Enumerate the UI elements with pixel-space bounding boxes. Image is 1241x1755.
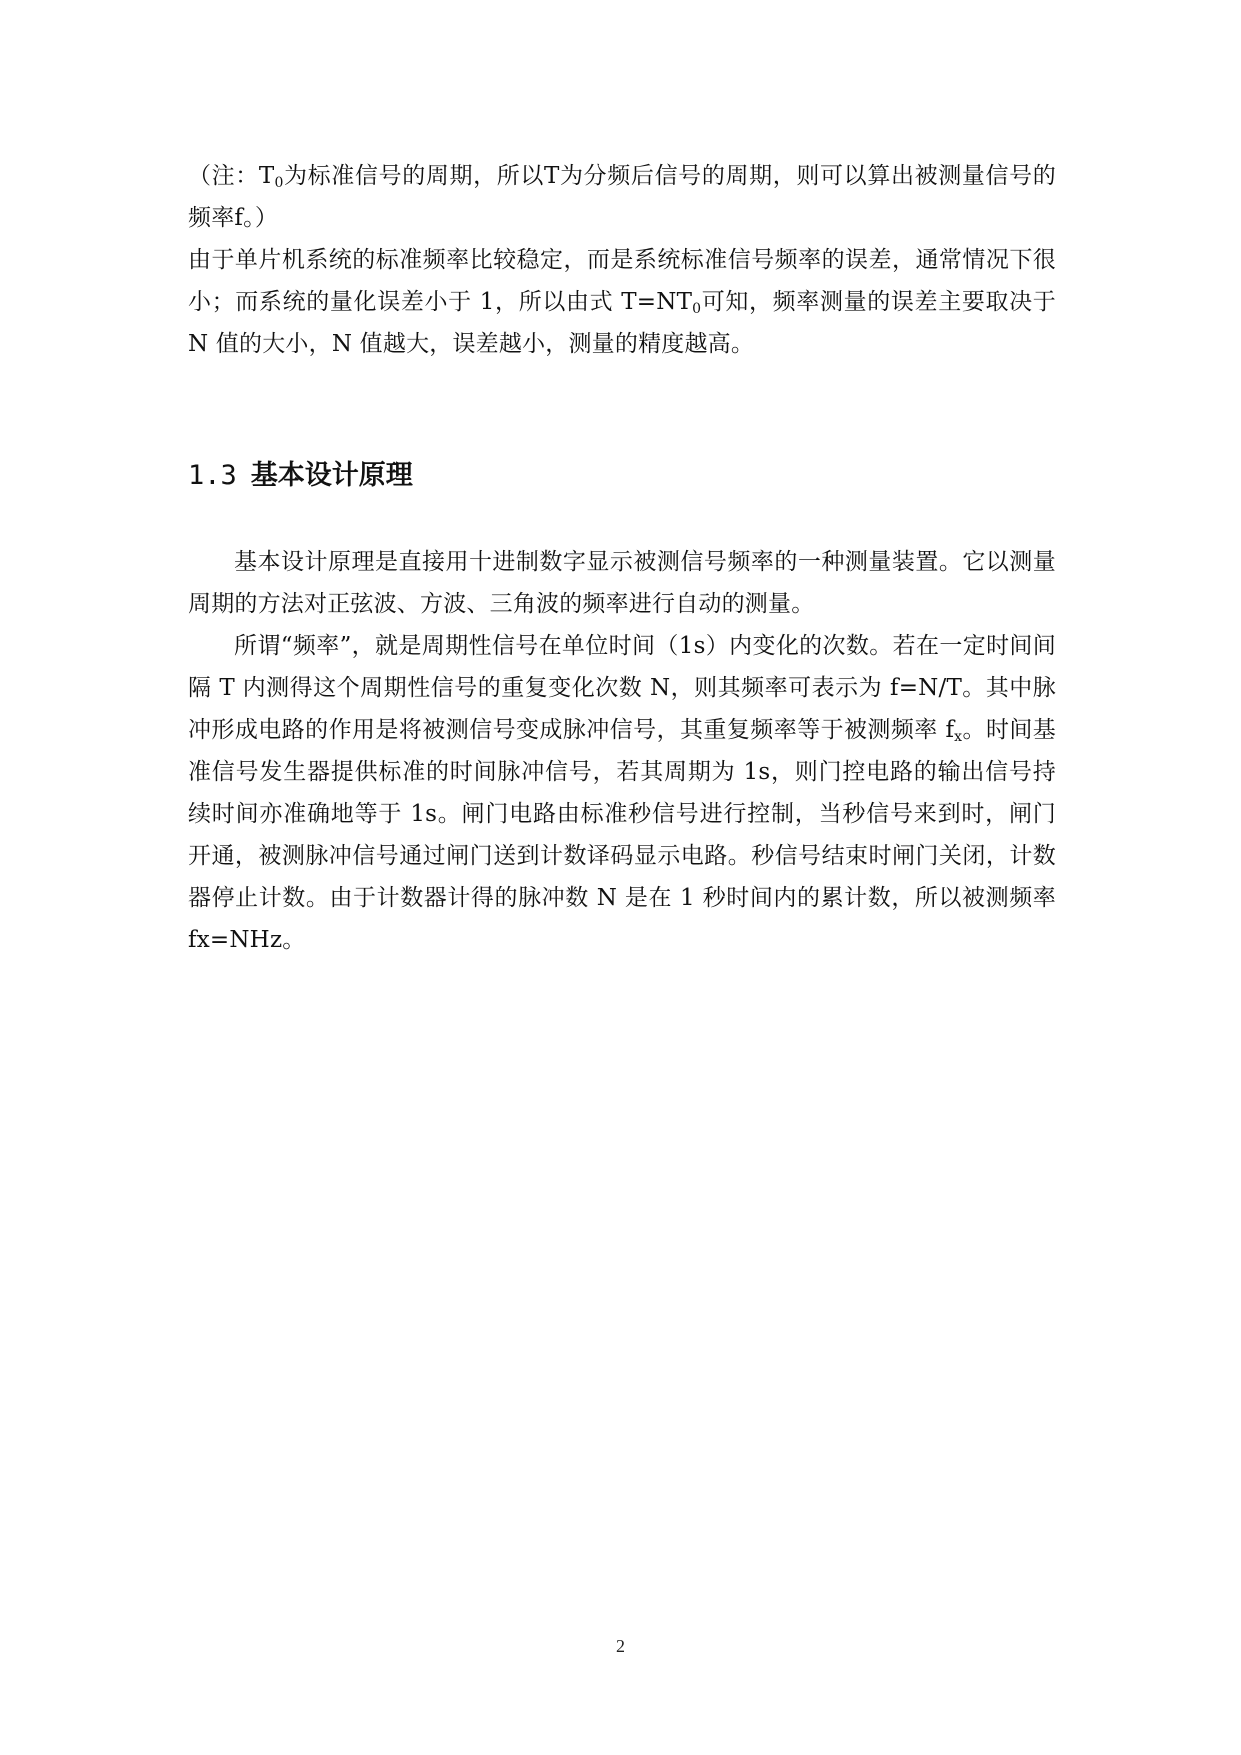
note-paragraph [188, 155, 1056, 239]
error-paragraph [188, 239, 1056, 365]
section-heading [188, 456, 413, 496]
frequency-text-2: 。时间基准信号发生器提供标准的时间脉冲信号，若其周期为 1s，则门控电路的输出信号持续时间亦准确地等于 1s。闸门电路由标准秒信号进行控制，当秒信号来到时，闸门开通，被测脉冲信号通过闸门送到计数译码显示电路。秒信号结束时闸门关闭，计数器停止计数。由于计数器计得的脉冲数 N 是在 1 秒时间内的累计数，所以被测频率 fx=NHz。 [188, 717, 1056, 953]
section-title: 基本设计原理 [250, 460, 413, 491]
section-number: 1.3 [188, 460, 237, 491]
frequency-text-1: 所谓“频率”，就是周期性信号在单位时间（1s）内变化的次数。若在一定时间间隔 T 内测得这个周期性信号的重复变化次数 N，则其频率可表示为 f=N/T。其中脉冲形成电路的作用是将被测信号变成脉冲信号，其重复频率等于被测频率 f [188, 633, 1056, 743]
principle-paragraph: 基本设计原理是直接用十进制数字显示被测信号频率的一种测量装置。它以测量周期的方法对正弦波、方波、三角波的频率进行自动的测量。 [188, 549, 1056, 617]
note-subscript: 0 [274, 175, 284, 191]
frequency-subscript: x [954, 729, 963, 745]
principle-text-block [188, 541, 1056, 961]
error-text-2: 可知，频率测量的误差主要取决于 N 值的大小，N 值越大，误差越小，测量的精度越高。 [188, 289, 1056, 357]
top-text-block [188, 155, 1056, 365]
note-text-1: （注：T [188, 163, 275, 189]
frequency-paragraph [188, 625, 1056, 961]
error-subscript: 0 [692, 301, 702, 317]
error-text-1: 由于单片机系统的标准频率比较稳定，而是系统标准信号频率的误差，通常情况下很小；而系统的量化误差小于 1，所以由式 T=NT [188, 247, 1056, 315]
note-text-2: 为标准信号的周期，所以T为分频后信号的周期，则可以算出被测量信号的频率f。） [188, 163, 1056, 231]
page-number: 2 [616, 1636, 625, 1656]
